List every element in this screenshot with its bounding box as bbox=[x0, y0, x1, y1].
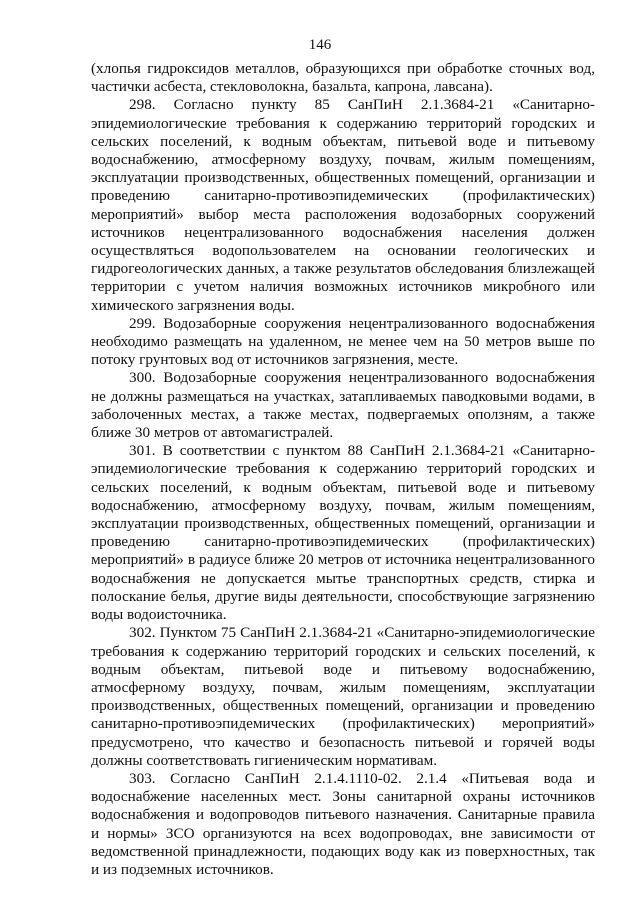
body-text bbox=[91, 60, 595, 879]
paragraph-302: 302. Пунктом 75 СанПиН 2.1.3684-21 «Санитарно-эпидемиологические требования к содержанию территорий городских и сельских поселений, к водным объектам, питьевой воде и питьевому водоснабжению, атмосферному воздуху, почвам, жилым помещениям, эксплуатации производственных, общественных помещений, организации и проведению санитарно-противоэпидемических (профилактических) мероприятий» предусмотрено, что качество и безопасность питьевой и горячей воды должны соответствовать гигиеническим нормативам. bbox=[91, 624, 595, 769]
continuation-paragraph: (хлопья гидроксидов металлов, образующихся при обработке сточных вод, частички асбеста, стекловолокна, базальта, капрона, лавсана). bbox=[91, 60, 595, 96]
paragraph-301: 301. В соответствии с пунктом 88 СанПиН 2.1.3684-21 «Санитарно-эпидемиологические требования к содержанию территорий городских и сельских поселений, к водным объектам, питьевой воде и питьевому водоснабжению, атмосферному воздуху, почвам, жилым помещениям, эксплуатации производственных, общественных помещений, организации и проведению санитарно-противоэпидемических (профилактических) мероприятий» в радиусе ближе 20 метров от источника нецентрализованного водоснабжения не допускается мытье транспортных средств, стирка и полоскание белья, другие виды деятельности, способствующие загрязнению воды водоисточника. bbox=[91, 442, 595, 624]
paragraph-298: 298. Согласно пункту 85 СанПиН 2.1.3684-21 «Санитарно-эпидемиологические требования к содержанию территорий городских и сельских поселений, к водным объектам, питьевой воде и питьевому водоснабжению, атмосферному воздуху, почвам, жилым помещениям, эксплуатации производственных, общественных помещений, организации и проведению санитарно-противоэпидемических (профилактических) мероприятий» выбор места расположения водозаборных сооружений источников нецентрализованного водоснабжения населения должен осуществляться водопользователем на основании геологических и гидрогеологических данных, а также результатов обследования близлежащей территории с учетом наличия возможных источников микробного или химического загрязнения воды. bbox=[91, 96, 595, 314]
page-number: 146 bbox=[308, 37, 332, 53]
paragraph-300: 300. Водозаборные сооружения нецентрализованного водоснабжения не должны размещаться на участках, затапливаемых паводковыми водами, в заболоченных местах, а также местах, подвергаемых оползням, а также ближе 30 метров от автомагистралей. bbox=[91, 369, 595, 442]
paragraph-303: 303. Согласно СанПиН 2.1.4.1110-02. 2.1.4 «Питьевая вода и водоснабжение населенных мест. Зоны санитарной охраны источников водоснабжения и водопроводов питьевого назначения. Санитарные правила и нормы» ЗСО организуются на всех водопроводах, вне зависимости от ведомственной принадлежности, подающих воду как из поверхностных, так и из подземных источников. bbox=[91, 769, 595, 878]
paragraph-299: 299. Водозаборные сооружения нецентрализованного водоснабжения необходимо размещать на удаленном, не менее чем на 50 метров выше по потоку грунтовых вод от источников загрязнения, месте. bbox=[91, 314, 595, 369]
